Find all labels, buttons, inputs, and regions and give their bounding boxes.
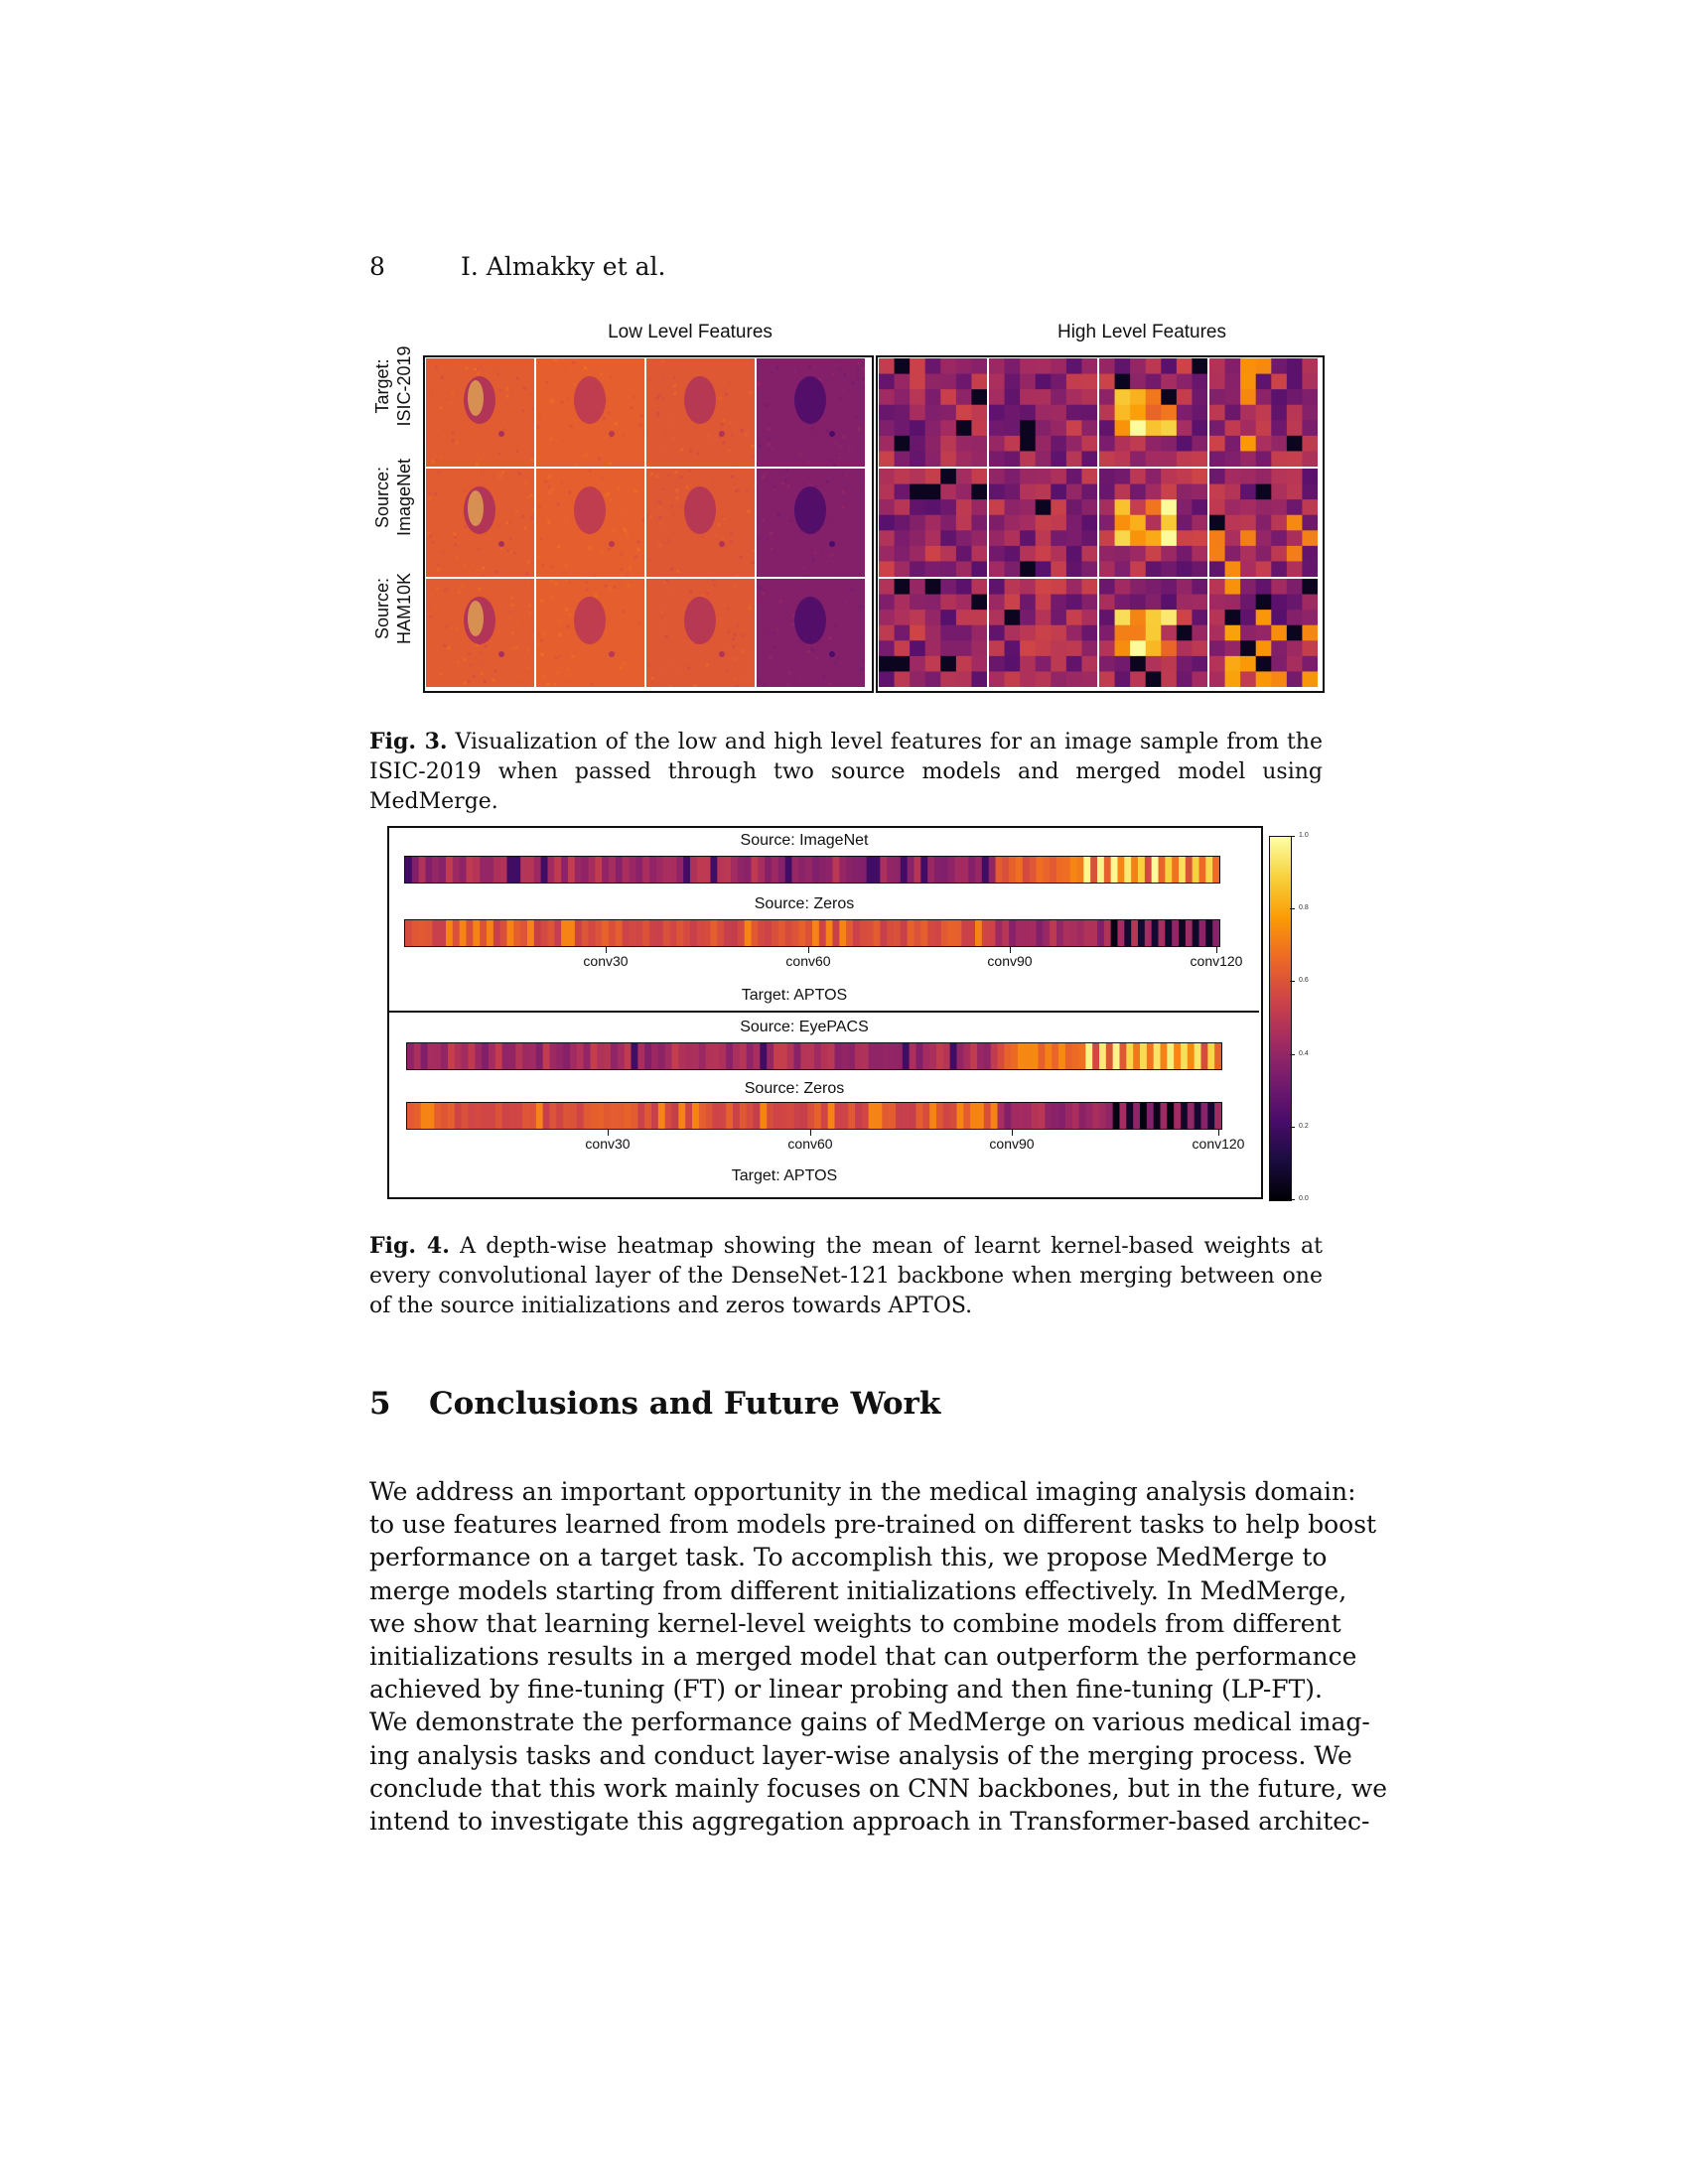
row-label-imagenet: Source: ImageNet (372, 458, 414, 537)
low-level-feature-map (646, 469, 755, 577)
body-line: initializations results in a merged model that can outperform the performance (369, 1641, 1357, 1671)
panel2-target: Target: APTOS (731, 1167, 838, 1184)
heatmap-strip-zeros-1 (404, 919, 1220, 947)
colorbar-tick-label: 0.6 (1299, 977, 1309, 985)
panel1-target: Target: APTOS (741, 987, 848, 1004)
low-level-features-panel (423, 355, 874, 693)
heatmap-strip-eyepacs (406, 1042, 1222, 1070)
low-level-feature-map (536, 469, 644, 577)
low-level-feature-map (536, 579, 644, 687)
low-level-feature-map (426, 579, 534, 687)
body-paragraph (369, 1475, 1388, 1838)
colorbar-tick-label: 0.8 (1299, 904, 1309, 912)
page-number: 8 (369, 252, 385, 281)
high-level-feature-map (1099, 469, 1207, 577)
colorbar-tick (1290, 1127, 1295, 1128)
body-line: intend to investigate this aggregation approach in Transformer-based architec- (369, 1806, 1370, 1836)
high-level-features-panel (876, 355, 1325, 693)
low-level-features-header: Low Level Features (608, 322, 773, 342)
running-head (369, 252, 665, 281)
panel1-top-title: Source: ImageNet (740, 832, 869, 849)
low-level-feature-map (646, 358, 755, 467)
section-number: 5 (369, 1386, 391, 1422)
high-level-feature-map (1209, 579, 1318, 687)
x-tick-label: conv60 (787, 1136, 833, 1152)
body-line: achieved by fine-tuning (FT) or linear probing and then fine-tuning (LP-FT). (369, 1675, 1323, 1705)
x-tick-label: conv120 (1190, 953, 1243, 969)
colorbar-tick-label: 1.0 (1299, 832, 1309, 839)
colorbar-tick-label: 0.0 (1299, 1195, 1309, 1202)
row-label-ham10k: Source: HAM10K (372, 572, 414, 645)
body-line: performance on a target task. To accomplish this, we propose MedMerge to (369, 1543, 1328, 1572)
high-level-feature-map (1099, 579, 1207, 687)
body-line: We demonstrate the performance gains of MedMerge on various medical imag- (369, 1707, 1370, 1737)
figure-3-caption: Fig. 3. Visualization of the low and high level features for an image sample from the ISIC-2019 when passed through two source models and merged model using MedMerge. (369, 729, 1323, 814)
heatmap-strip-zeros-2 (406, 1102, 1222, 1130)
high-level-feature-map (1209, 469, 1318, 577)
body-line: We address an important opportunity in the medical imaging analysis domain: (369, 1477, 1356, 1506)
high-level-feature-map (989, 469, 1097, 577)
panel1-bottom-title: Source: Zeros (754, 895, 855, 912)
low-level-feature-map (757, 469, 865, 577)
high-level-feature-map (879, 469, 987, 577)
colorbar-tick (1290, 836, 1295, 837)
high-level-feature-map (1209, 358, 1318, 467)
high-level-feature-map (989, 358, 1097, 467)
heatmap-strip-imagenet (404, 856, 1220, 884)
colorbar-tick-label: 0.2 (1299, 1122, 1309, 1130)
colorbar (1269, 836, 1292, 1201)
low-level-feature-map (757, 579, 865, 687)
figure-4-caption: Fig. 4. A depth-wise heatmap showing the mean of learnt kernel-based weights at every convolutional layer of the DenseNet-121 backbone when merging between one of the source initializations and zeros towards APTOS. (369, 1233, 1323, 1318)
body-line: to use features learned from models pre-trained on different tasks to help boost (369, 1510, 1377, 1540)
low-level-feature-map (757, 358, 865, 467)
x-tick-label: conv120 (1192, 1136, 1245, 1152)
figure-3 (367, 318, 1323, 695)
figure-4-divider (387, 1011, 1259, 1013)
colorbar-tick (1290, 981, 1295, 982)
colorbar-tick-label: 0.4 (1299, 1049, 1309, 1057)
low-level-feature-map (426, 358, 534, 467)
x-tick-label: conv90 (989, 1136, 1035, 1152)
colorbar-tick (1290, 1199, 1295, 1200)
low-level-feature-map (536, 358, 644, 467)
colorbar-tick (1290, 1054, 1295, 1055)
high-level-feature-map (989, 579, 1097, 687)
low-level-feature-map (426, 469, 534, 577)
panel2-bottom-title: Source: Zeros (744, 1080, 845, 1097)
body-line: conclude that this work mainly focuses on CNN backbones, but in the future, we (369, 1773, 1388, 1803)
running-authors: I. Almakky et al. (461, 252, 666, 281)
x-tick-label: conv30 (585, 1136, 631, 1152)
x-tick-label: conv90 (987, 953, 1033, 969)
colorbar-tick (1290, 908, 1295, 909)
high-level-features-header: High Level Features (1056, 322, 1227, 342)
high-level-feature-map (879, 579, 987, 687)
panel2-top-title: Source: EyePACS (740, 1019, 869, 1035)
section-heading (369, 1386, 940, 1422)
row-label-target: Target: ISIC-2019 (372, 345, 414, 427)
high-level-feature-map (879, 358, 987, 467)
body-line: ing analysis tasks and conduct layer-wise analysis of the merging process. We (369, 1740, 1352, 1770)
section-title: Conclusions and Future Work (429, 1386, 941, 1422)
body-line: we show that learning kernel-level weights to combine models from different (369, 1608, 1341, 1638)
figure-4 (387, 826, 1311, 1202)
low-level-feature-map (646, 579, 755, 687)
x-tick-label: conv30 (583, 953, 629, 969)
body-line: merge models starting from different initializations effectively. In MedMerge, (369, 1575, 1347, 1605)
high-level-feature-map (1099, 358, 1207, 467)
x-tick-label: conv60 (785, 953, 831, 969)
